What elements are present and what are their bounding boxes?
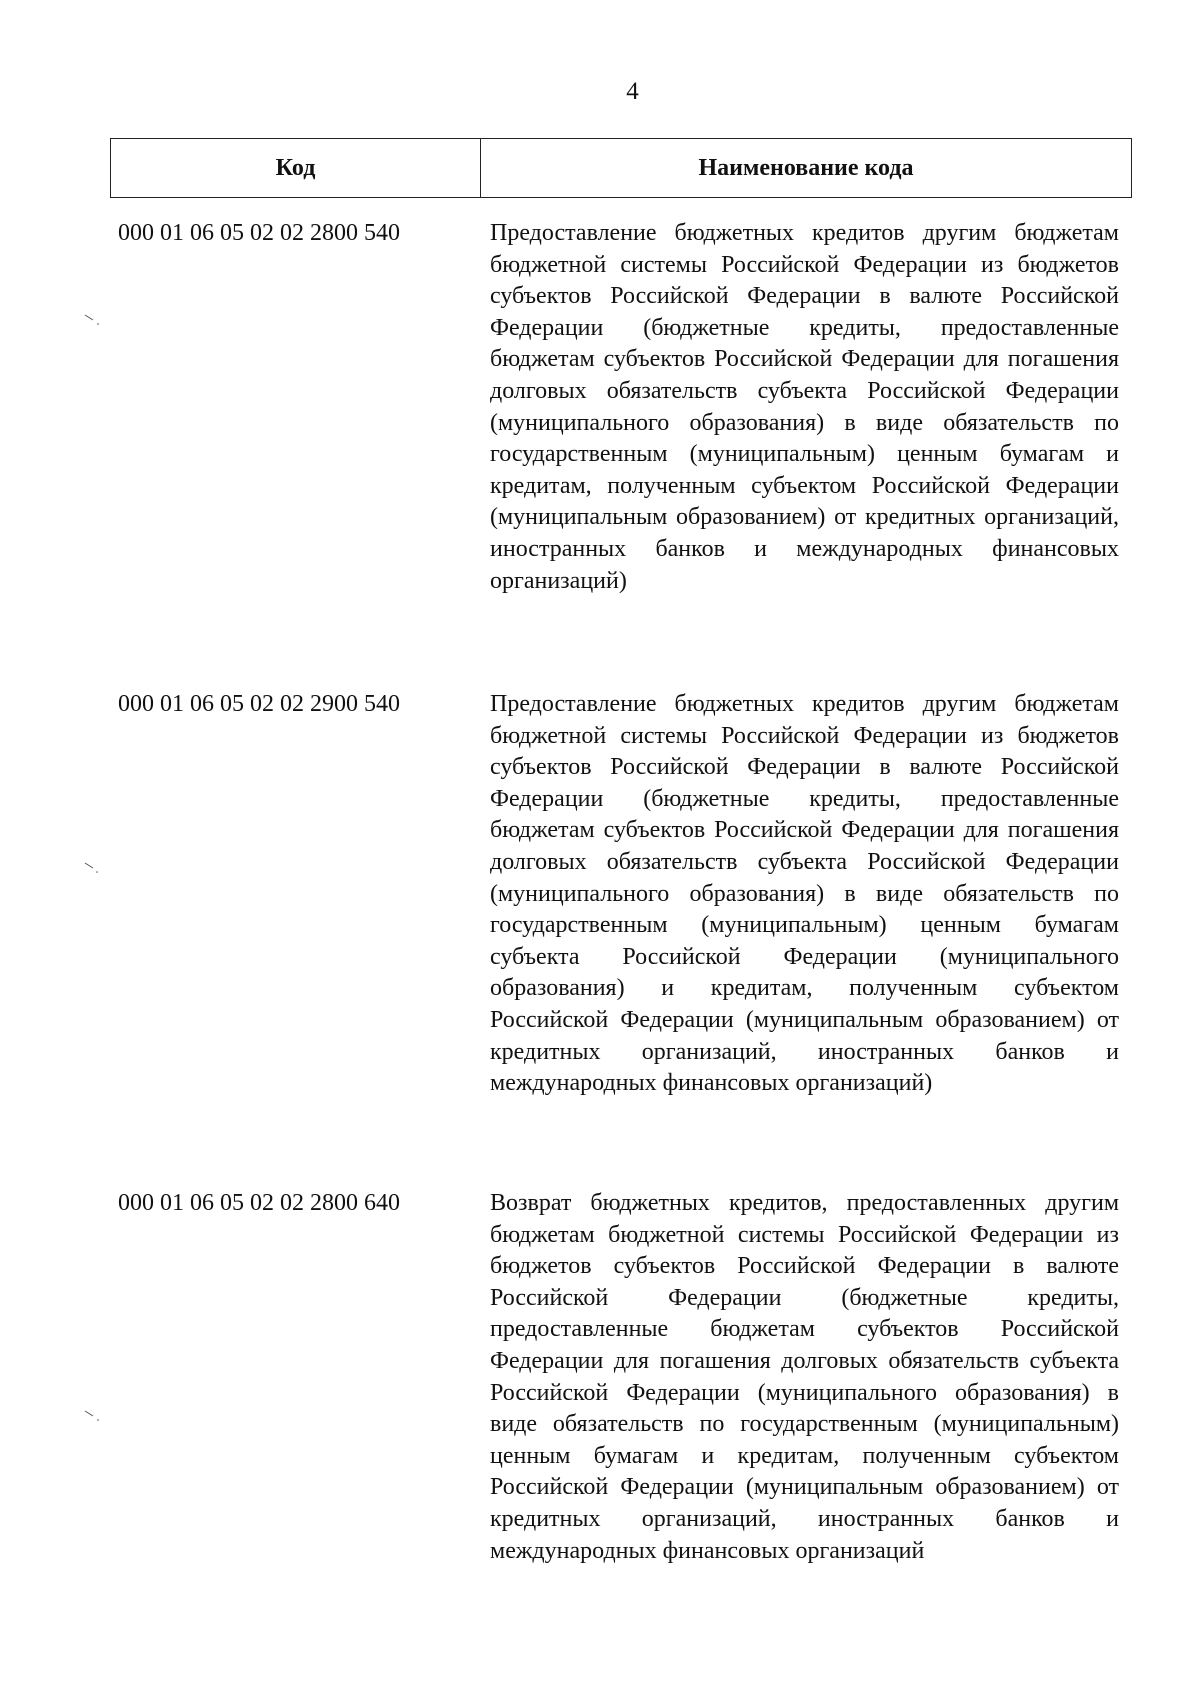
row-code: 000 01 06 05 02 02 2900 540 <box>118 691 400 717</box>
scan-mark <box>84 1410 106 1424</box>
row-description: Возврат бюджетных кредитов, предоставленных другим бюджетам бюджетной системы Российской Федерации из бюджетов субъектов Российской Федерации в валюте Российской Федерации (бюджетные кредиты, предоставленные бюджетам субъектов Российской Федерации для погашения долговых обязательств субъекта Российской Федерации (муниципального образования) в виде обязательств по государственным (муниципальным) ценным бумагам и кредитам, полученным субъектом Российской Федерации (муниципальным образованием) от кредитных организаций, иностранных банков и международных финансовых организаций <box>490 1190 1119 1564</box>
header-name: Наименование кода <box>698 154 914 181</box>
row-description: Предоставление бюджетных кредитов другим бюджетам бюджетной системы Российской Федерации из бюджетов субъектов Российской Федерации в валюте Российской Федерации (бюджетные кредиты, предоставленные бюджетам субъектов Российской Федерации для погашения долговых обязательств субъекта Российской Федерации (муниципального образования) в виде обязательств по государственным (муниципальным) ценным бумагам и кредитам, полученным субъектом Российской Федерации (муниципальным образованием) от кредитных организаций, иностранных банков и международных финансовых организаций) <box>490 220 1119 594</box>
scan-mark <box>84 314 106 328</box>
scan-mark <box>84 862 106 876</box>
row-code: 000 01 06 05 02 02 2800 540 <box>118 220 400 246</box>
page-number: 4 <box>626 78 639 105</box>
header-code: Код <box>111 139 481 197</box>
row-description: Предоставление бюджетных кредитов другим бюджетам бюджетной системы Российской Федерации из бюджетов субъектов Российской Федерации в валюте Российской Федерации (бюджетные кредиты, предоставленные бюджетам субъектов Российской Федерации для погашения долговых обязательств субъекта Российской Федерации (муниципального образования) в виде обязательств по государственным (муниципальным) ценным бумагам субъекта Российской Федерации (муниципального образования) и кредитам, полученным субъектом Российской Федерации (муниципальным образованием) от кредитных организаций, иностранных банков и международных финансовых организаций) <box>490 691 1119 1097</box>
table-header <box>110 138 1132 198</box>
row-code: 000 01 06 05 02 02 2800 640 <box>118 1190 400 1216</box>
